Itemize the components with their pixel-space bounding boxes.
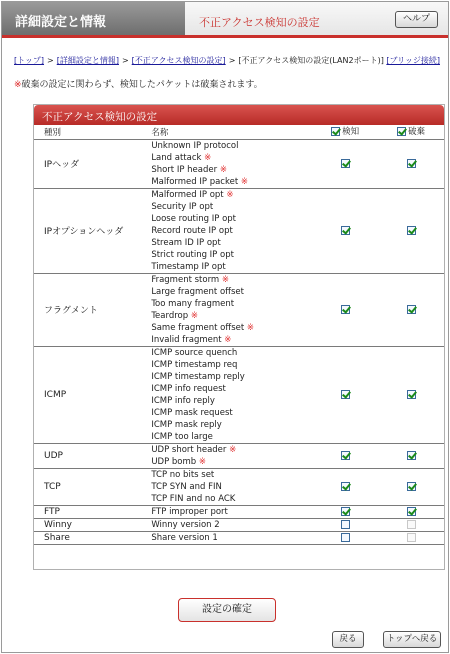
detect-checkbox[interactable]	[341, 305, 350, 314]
attack-name: Malformed IP opt ※	[151, 189, 234, 200]
attack-name: Same fragment offset ※	[151, 322, 255, 333]
discard-checkbox[interactable]	[407, 451, 416, 460]
table-row	[34, 139, 444, 188]
attack-name: TCP SYN and FIN	[151, 481, 222, 492]
attack-names	[147, 346, 312, 443]
column-discard-label: 破棄	[408, 127, 426, 137]
attack-names	[147, 273, 312, 346]
discard-checkbox[interactable]	[407, 226, 416, 235]
attack-name: ICMP timestamp reply	[151, 371, 245, 382]
confirm-button[interactable]: 設定の確定	[178, 598, 276, 622]
discard-cell	[378, 139, 444, 188]
detect-cell	[312, 468, 378, 505]
section-title: 詳細設定と情報	[2, 2, 185, 38]
discard-cell	[378, 188, 444, 273]
page-title: 不正アクセス検知の設定	[199, 16, 320, 29]
table-row	[34, 505, 444, 518]
table-row	[34, 531, 444, 544]
attack-name: Loose routing IP opt	[151, 213, 236, 224]
category-label: TCP	[34, 468, 147, 505]
breadcrumb-separator: >	[47, 56, 54, 65]
discard-mark: ※	[226, 189, 234, 200]
help-button[interactable]: ヘルプ	[395, 11, 438, 28]
attack-name: Invalid fragment ※	[151, 334, 232, 345]
detect-checkbox[interactable]	[341, 482, 350, 491]
main-frame	[1, 1, 449, 653]
attack-names	[147, 505, 312, 518]
category-label: ICMP	[34, 346, 147, 443]
category-label: Share	[34, 531, 147, 544]
discard-cell	[378, 443, 444, 468]
discard-cell	[378, 531, 444, 544]
category-label: UDP	[34, 443, 147, 468]
discard-mark: ※	[246, 322, 255, 333]
detect-cell	[312, 505, 378, 518]
attack-name: ICMP mask reply	[151, 419, 222, 430]
table-row	[34, 518, 444, 531]
discard-checkbox	[407, 533, 416, 542]
detect-cell	[312, 273, 378, 346]
breadcrumb-top-link[interactable]: [トップ]	[14, 56, 45, 65]
column-name: 名称	[147, 125, 312, 139]
attack-name: FTP improper port	[151, 506, 228, 517]
discard-checkbox[interactable]	[407, 159, 416, 168]
breadcrumb-intrusion-link[interactable]: [不正アクセス検知の設定]	[131, 56, 226, 65]
detect-cell	[312, 443, 378, 468]
discard-cell	[378, 346, 444, 443]
discard-checkbox[interactable]	[407, 507, 416, 516]
notice-text: 破棄の設定に関わらず、検知したパケットは破棄されます。	[21, 80, 263, 90]
category-label: IPオプションヘッダ	[34, 188, 147, 273]
attack-name: Timestamp IP opt	[151, 261, 226, 272]
panel-title: 不正アクセス検知の設定	[34, 105, 444, 125]
detect-cell	[312, 518, 378, 531]
attack-names	[147, 468, 312, 505]
detect-checkbox[interactable]	[341, 520, 350, 529]
breadcrumb-current: [不正アクセス検知の設定(LAN2ポート)]	[238, 56, 384, 65]
notice-mark: ※	[14, 80, 22, 90]
discard-cell	[378, 518, 444, 531]
detect-checkbox[interactable]	[341, 159, 350, 168]
detect-cell	[312, 139, 378, 188]
breadcrumb-separator: >	[121, 56, 129, 65]
discard-checkbox	[407, 520, 416, 529]
column-detect	[312, 125, 378, 139]
breadcrumb-separator: >	[228, 56, 236, 65]
breadcrumb	[14, 55, 438, 66]
discard-cell	[378, 468, 444, 505]
discard-mark: ※	[190, 310, 198, 321]
intrusion-detection-panel	[33, 104, 445, 570]
attack-name: Share version 1	[151, 532, 218, 543]
detect-checkbox[interactable]	[341, 507, 350, 516]
discard-cell	[378, 505, 444, 518]
discard-mark: ※	[221, 274, 230, 285]
attack-name: ICMP info reply	[151, 395, 215, 406]
table-row	[34, 273, 444, 346]
attack-names	[147, 531, 312, 544]
table-row	[34, 443, 444, 468]
detect-cell	[312, 531, 378, 544]
discard-mark: ※	[224, 334, 232, 345]
discard-checkbox[interactable]	[407, 390, 416, 399]
back-button[interactable]: 戻る	[332, 631, 364, 648]
attack-name: UDP bomb ※	[151, 456, 207, 467]
discard-mark: ※	[204, 152, 212, 163]
discard-checkbox[interactable]	[407, 482, 416, 491]
discard-mark: ※	[198, 456, 207, 467]
attack-names	[147, 443, 312, 468]
page-header	[2, 2, 448, 38]
column-discard	[378, 125, 444, 139]
attack-name: ICMP mask request	[151, 407, 233, 418]
attack-names	[147, 518, 312, 531]
detect-checkbox[interactable]	[341, 533, 350, 542]
detect-checkbox[interactable]	[341, 451, 350, 460]
attack-name: ICMP too large	[151, 431, 213, 442]
attack-name: Malformed IP packet ※	[151, 176, 248, 187]
attack-name: Stream ID IP opt	[151, 237, 221, 248]
attack-name: Too many fragment	[151, 298, 235, 309]
attack-name: Winny version 2	[151, 519, 220, 530]
top-button[interactable]: トップへ戻る	[383, 631, 441, 648]
attack-name: Large fragment offset	[151, 286, 244, 297]
breadcrumb-detail-link[interactable]: [詳細設定と情報]	[56, 56, 119, 65]
attack-name: ICMP timestamp req	[151, 359, 238, 370]
discard-all-checkbox[interactable]	[397, 127, 406, 136]
attack-names	[147, 139, 312, 188]
attack-name: TCP no bits set	[151, 469, 215, 480]
header-bar	[185, 2, 448, 38]
detect-checkbox[interactable]	[341, 390, 350, 399]
table-row	[34, 468, 444, 505]
column-category: 種別	[34, 125, 147, 139]
attack-name: Security IP opt	[151, 201, 214, 212]
attack-names	[147, 188, 312, 273]
category-label: IPヘッダ	[34, 139, 147, 188]
detect-checkbox[interactable]	[341, 226, 350, 235]
detection-table	[34, 125, 444, 545]
detect-cell	[312, 188, 378, 273]
detect-all-checkbox[interactable]	[331, 127, 340, 136]
table-row	[34, 188, 444, 273]
attack-name: Land attack ※	[151, 152, 212, 163]
discard-checkbox[interactable]	[407, 305, 416, 314]
detect-cell	[312, 346, 378, 443]
attack-name: ICMP source quench	[151, 347, 238, 358]
category-label: Winny	[34, 518, 147, 531]
attack-name: Record route IP opt	[151, 225, 233, 236]
column-detect-label: 検知	[342, 127, 360, 137]
attack-name: Strict routing IP opt	[151, 249, 234, 260]
discard-mark: ※	[229, 444, 237, 455]
discard-mark: ※	[219, 164, 227, 175]
bridge-link[interactable]: [ブリッジ接続]	[386, 56, 440, 65]
attack-name: Teardrop ※	[151, 310, 198, 321]
category-label: FTP	[34, 505, 147, 518]
discard-cell	[378, 273, 444, 346]
discard-notice	[14, 77, 263, 90]
attack-name: ICMP info request	[151, 383, 226, 394]
attack-name: UDP short header ※	[151, 444, 237, 455]
attack-name: Fragment storm ※	[151, 274, 230, 285]
category-label: フラグメント	[34, 273, 147, 346]
attack-name: TCP FIN and no ACK	[151, 493, 236, 504]
attack-name: Short IP header ※	[151, 164, 227, 175]
attack-name: Unknown IP protocol	[151, 140, 239, 151]
table-row	[34, 346, 444, 443]
discard-mark: ※	[240, 176, 248, 187]
